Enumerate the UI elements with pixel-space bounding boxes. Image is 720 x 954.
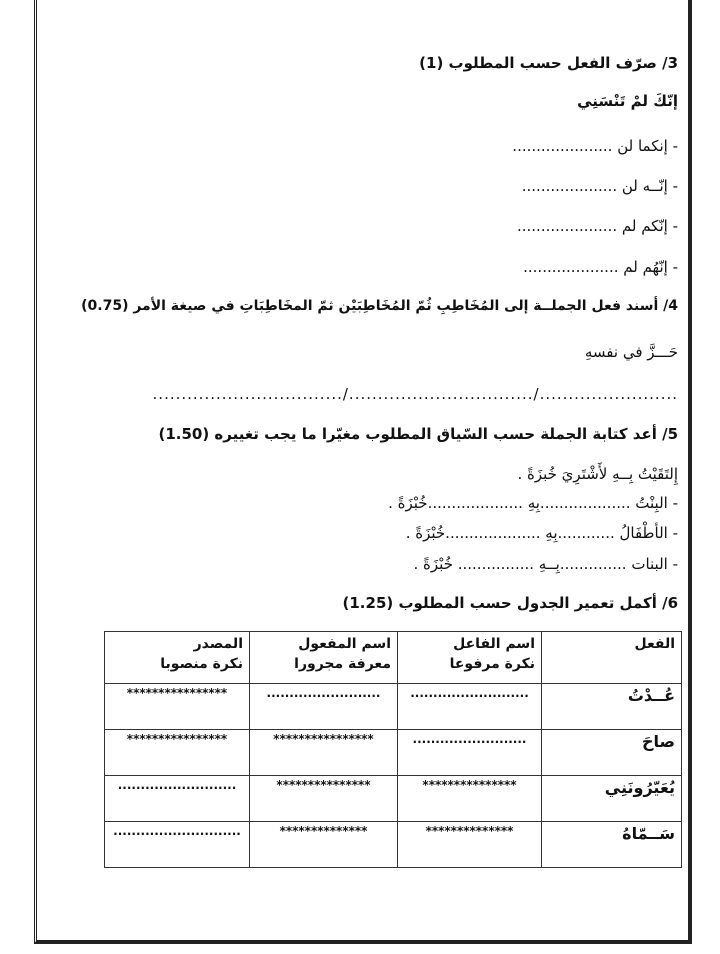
- table-row: [105, 776, 682, 822]
- q5-item: - الأطْفَالُ ............بِهِ ....................خُبْزَةً .: [405, 524, 678, 542]
- cell-answer: .........................: [398, 730, 542, 776]
- header-passive-participle: اسم المفعول معرفة مجرورا: [250, 632, 398, 684]
- cell-verb: يُعَيّرُونَنِي: [542, 776, 682, 822]
- cell-answer: ****************: [250, 730, 398, 776]
- q3-title: 3/ صرّف الفعل حسب المطلوب (1): [419, 54, 678, 72]
- cell-answer: .........................: [250, 684, 398, 730]
- cell-verb: عُــدْتُ: [542, 684, 682, 730]
- header-active-participle: اسم الفاعل نكرة مرفوعا: [398, 632, 542, 684]
- q4-sentence: حَـــزَّ في نفسهِ: [584, 343, 678, 361]
- q5-item: - البنات ..............بِــهِ ................ خُبْزَةً .: [413, 555, 678, 573]
- header-verb: الفعل: [542, 632, 682, 684]
- q6-title: 6/ أكمل تعمير الجدول حسب المطلوب (1.25): [342, 594, 678, 612]
- cell-answer: ............................: [105, 822, 250, 868]
- cell-answer: ****************: [105, 730, 250, 776]
- header-verbal-noun: المصدر نكرة منصوبا: [105, 632, 250, 684]
- cell-verb: صاحَ: [542, 730, 682, 776]
- table-row: [105, 822, 682, 868]
- cell-answer: ..........................: [105, 776, 250, 822]
- q4-answer-line: ......................../................................/.................................: [152, 385, 678, 403]
- cell-answer: ***************: [250, 776, 398, 822]
- conjugation-table: [104, 631, 682, 868]
- q3-item: - إنّــه لن ....................: [521, 177, 678, 195]
- q4-title: 4/ أسند فعل الجملــة إلى المُخَاطِبِ ثُمّ المُخَاطِبَيْن ثمّ المخَاطِبَاتِ في صيغة الأمر (0.75): [81, 298, 678, 314]
- q5-base-sentence: إِلتَقَيْتُ بِــهِ لأَشْتَرِيَ خُبزَةً .: [517, 465, 678, 483]
- table-header-row: [105, 632, 682, 684]
- cell-answer: ****************: [105, 684, 250, 730]
- q3-item: - إنّهُم لم ....................: [523, 258, 678, 276]
- cell-answer: ..........................: [398, 684, 542, 730]
- table-row: [105, 684, 682, 730]
- cell-answer: ***************: [398, 776, 542, 822]
- q5-item: - البِنْتُ ...................بِهِ ....................خُبْزَةً .: [388, 494, 678, 512]
- q3-item: - إنّكم لم .....................: [516, 217, 678, 235]
- q5-title: 5/ أعد كتابة الجملة حسب السّياق المطلوب مغيّرا ما يجب تغييره (1.50): [158, 425, 678, 443]
- cell-answer: **************: [250, 822, 398, 868]
- cell-verb: سَــمّاهُ: [542, 822, 682, 868]
- table-row: [105, 730, 682, 776]
- q3-item: - إنكما لن .....................: [512, 137, 678, 155]
- q3-base-sentence: إنّكَ لمْ تَنْسَنِي: [577, 92, 678, 110]
- cell-answer: **************: [398, 822, 542, 868]
